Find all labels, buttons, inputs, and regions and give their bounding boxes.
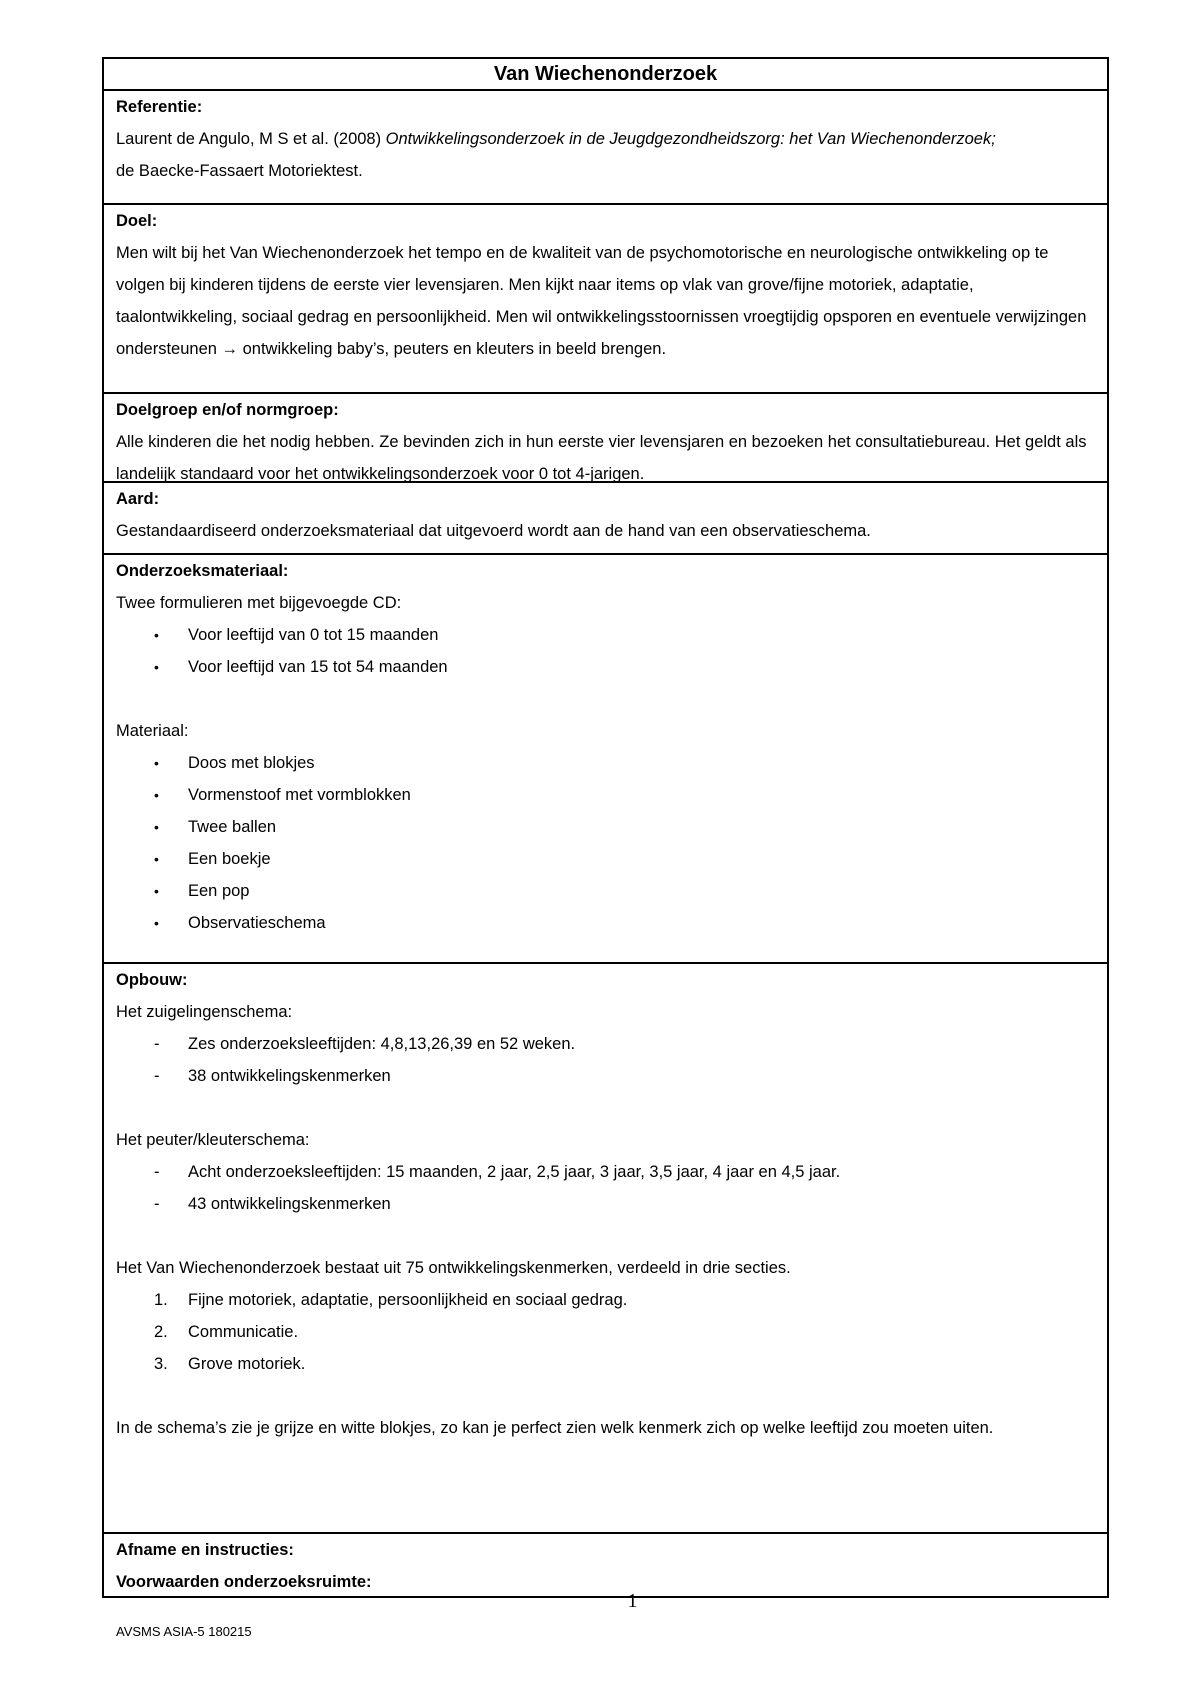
bullet-icon: • [154, 883, 159, 899]
section-referentie [104, 91, 1107, 205]
section-aard [104, 483, 1107, 555]
bullet-icon: • [154, 659, 159, 675]
referentie-title: Ontwikkelingsonderzoek in de Jeugdgezondheidszorg: het Van Wiechenonderzoek; [385, 130, 996, 148]
list-number: 3. [154, 1355, 168, 1373]
list-item: 3. Grove motoriek. [116, 1348, 1093, 1380]
bullet-icon: • [154, 819, 159, 835]
section-doel [104, 205, 1107, 394]
peuter-heading: Het peuter/kleuterschema: [116, 1131, 310, 1149]
secties-list [116, 1284, 1093, 1380]
doelgroep-text: Alle kinderen die het nodig hebben. Ze bevinden zich in hun eerste vier levensjaren en bezoeken het consultatiebureau. Het geldt als landelijk standaard voor het ontwikkelingsonderzoek voor 0 tot 4-jarigen. [116, 433, 1087, 483]
forms-list [116, 619, 1093, 683]
doel-text: Men wilt bij het Van Wiechenonderzoek het tempo en de kwaliteit van de psychomotorische en neurologische ontwikkeling op te volgen bij kinderen tijdens de eerste vier levensjaren. Men kijkt naar items op vlak van grove/fijne motoriek, adaptatie, taalontwikkeling, sociaal gedrag en persoonlijkheid. Men wil ontwikkelingsstoornissen vroegtijdig opsporen en eventuele verwijzingen ondersteunen → ontwikkeling baby’s, peuters en kleuters in beeld brengen. [116, 244, 1087, 358]
list-number: 1. [154, 1291, 168, 1309]
list-item: • Een pop [116, 875, 1093, 907]
referentie-heading: Referentie: [116, 98, 203, 116]
list-item: 1. Fijne motoriek, adaptatie, persoonlijkheid en sociaal gedrag. [116, 1284, 1093, 1316]
bullet-icon: • [154, 787, 159, 803]
secties-intro: Het Van Wiechenonderzoek bestaat uit 75 ontwikkelingskenmerken, verdeeld in drie secties. [116, 1259, 791, 1277]
afname-subheading: Voorwaarden onderzoeksruimte: [116, 1573, 372, 1591]
list-item: • Voor leeftijd van 15 tot 54 maanden [116, 651, 1093, 683]
bullet-icon: • [154, 627, 159, 643]
dash-icon: - [154, 1035, 160, 1053]
section-opbouw [104, 964, 1107, 1534]
materiaal-list [116, 747, 1093, 939]
section-doelgroep [104, 394, 1107, 483]
forms-intro: Twee formulieren met bijgevoegde CD: [116, 594, 402, 612]
zuigeling-list [116, 1028, 1093, 1092]
aard-heading: Aard: [116, 490, 160, 508]
list-item: • Voor leeftijd van 0 tot 15 maanden [116, 619, 1093, 651]
dash-icon: - [154, 1067, 160, 1085]
list-item: • Twee ballen [116, 811, 1093, 843]
dash-icon: - [154, 1163, 160, 1181]
referentie-text [116, 123, 1093, 155]
zuigeling-heading: Het zuigelingenschema: [116, 1003, 293, 1021]
bullet-icon: • [154, 755, 159, 771]
document-table [102, 57, 1109, 1598]
page-number: 1 [627, 1590, 638, 1612]
list-item: • Observatieschema [116, 907, 1093, 939]
list-item: - 43 ontwikkelingskenmerken [116, 1188, 1093, 1220]
list-item: • Vormenstoof met vormblokken [116, 779, 1093, 811]
peuter-list [116, 1156, 1093, 1220]
list-item: - Zes onderzoeksleeftijden: 4,8,13,26,39 en 52 weken. [116, 1028, 1093, 1060]
doel-heading: Doel: [116, 212, 158, 230]
section-afname [104, 1534, 1107, 1596]
document-title: Van Wiechenonderzoek [104, 59, 1107, 91]
opbouw-heading: Opbouw: [116, 971, 188, 989]
list-item: - 38 ontwikkelingskenmerken [116, 1060, 1093, 1092]
doelgroep-heading: Doelgroep en/of normgroep: [116, 401, 339, 419]
bullet-icon: • [154, 851, 159, 867]
dash-icon: - [154, 1195, 160, 1213]
list-item: • Doos met blokjes [116, 747, 1093, 779]
list-item: • Een boekje [116, 843, 1093, 875]
materiaal-heading: Materiaal: [116, 722, 189, 740]
section-onderzoeksmateriaal [104, 555, 1107, 964]
aard-text: Gestandaardiseerd onderzoeksmateriaal dat uitgevoerd wordt aan de hand van een observatieschema. [116, 522, 871, 540]
list-item: - Acht onderzoeksleeftijden: 15 maanden, 2 jaar, 2,5 jaar, 3 jaar, 3,5 jaar, 4 jaar en 4,5 jaar. [116, 1156, 1093, 1188]
onderzoeksmateriaal-heading: Onderzoeksmateriaal: [116, 562, 289, 580]
bullet-icon: • [154, 915, 159, 931]
list-number: 2. [154, 1323, 168, 1341]
referentie-authors: Laurent de Angulo, M S et al. (2008) [116, 130, 386, 148]
list-item: 2. Communicatie. [116, 1316, 1093, 1348]
referentie-line2: de Baecke-Fassaert Motoriektest. [116, 162, 363, 180]
schema-text: In de schema’s zie je grijze en witte blokjes, zo kan je perfect zien welk kenmerk zich op welke leeftijd zou moeten uiten. [116, 1419, 994, 1437]
footer-code: AVSMS ASIA-5 180215 [116, 1624, 252, 1639]
afname-heading: Afname en instructies: [116, 1541, 294, 1559]
